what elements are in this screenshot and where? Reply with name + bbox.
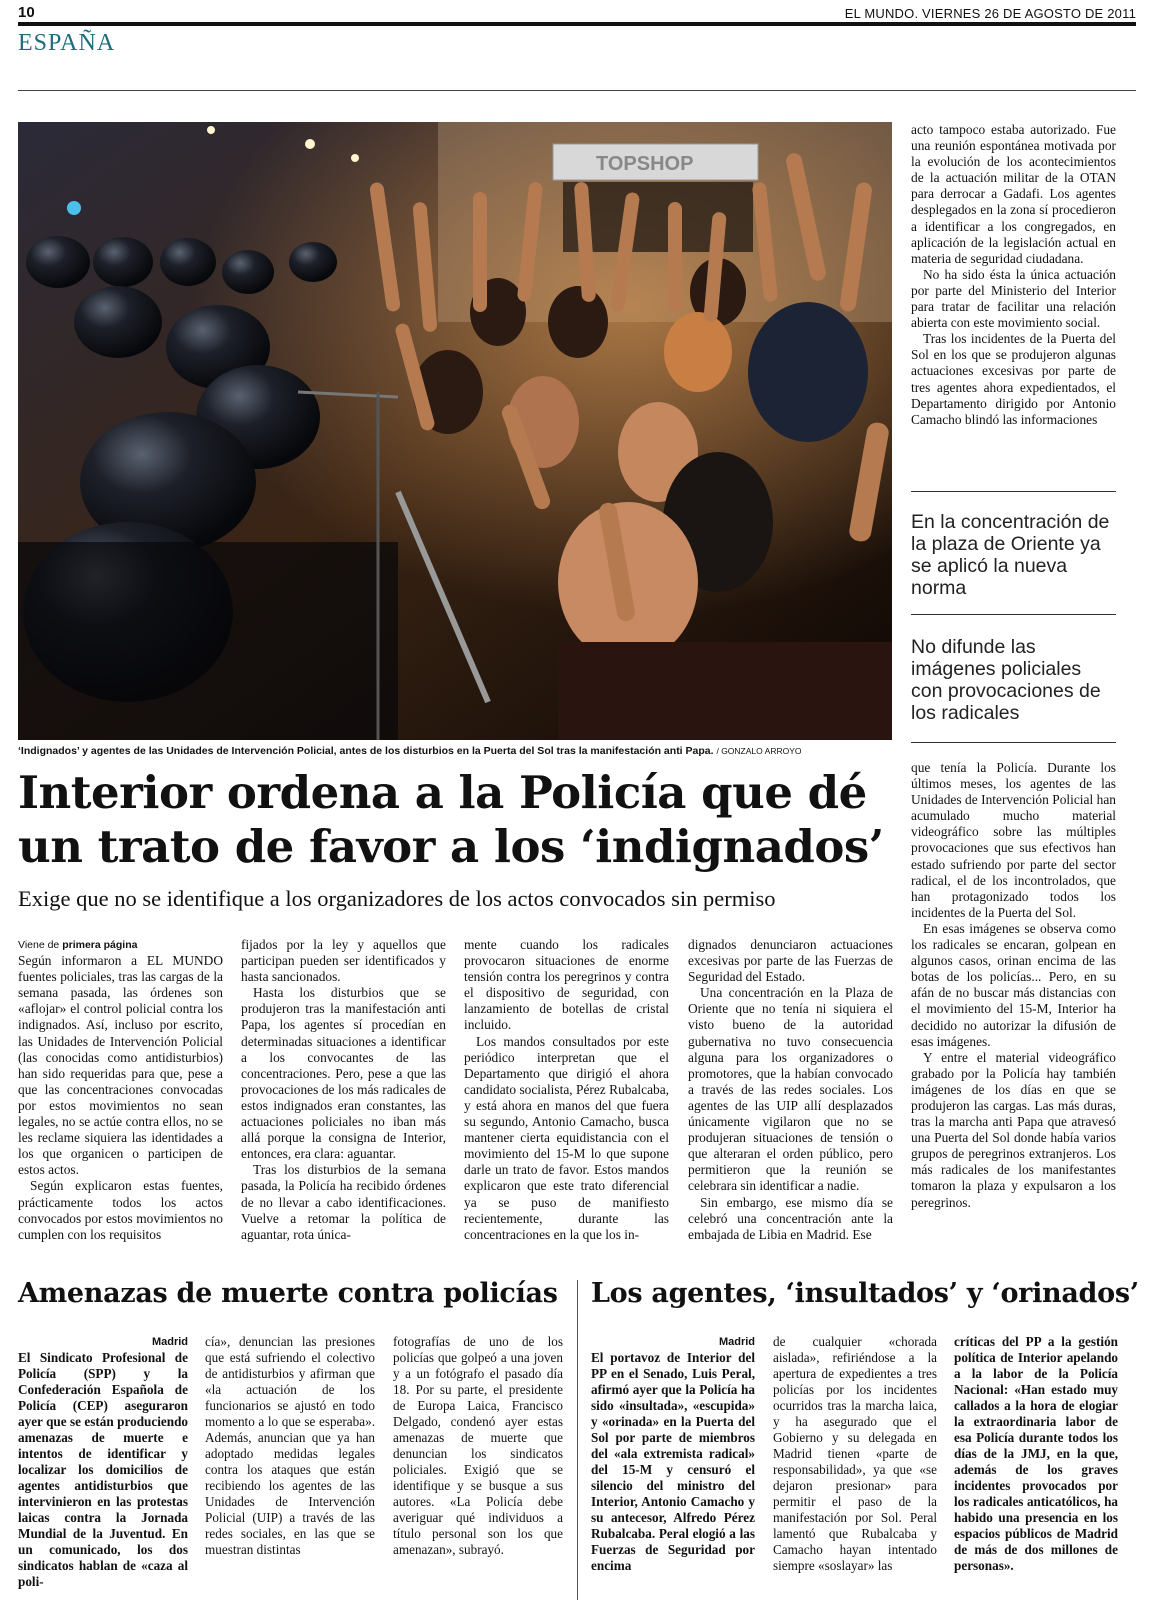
story-right-text: críticas del PP a la gestión política de Interior apelando a la labor de la Policía Nacional: «Han estado muy callados a la hora de elogiar la extraordinaria labor de esa Policía durante todos los días de la JMJ, en la que, además de los graves incidentes provocados por los radicales anticatólicos, ha habido una presencia en los espacios públicos de Madrid de más de dos millones de personas». xyxy=(954,1334,1118,1573)
article-column-4 xyxy=(688,937,893,1257)
article-column-5 xyxy=(911,122,1116,478)
article-paragraph: fijados por la ley y aquellos que participan pueden ser identificados y hasta sancionados. xyxy=(241,937,446,985)
article-paragraph: Los mandos consultados por este periódico interpretan que el Departamento que dirigió el ahora candidato socialista, Pérez Rubalcaba, y está ahora en manos del que fuera su segundo, Antonio Camacho, busca mantener cierta equidistancia con el movimiento del 15-M lo que supone darle un trato de favor. Estos mandos explicaron que este trato diferencial ya se puso de manifiesto recientemente, durante las concentraciones en la que los in- xyxy=(464,1033,669,1242)
article-paragraph: que tenía la Policía. Durante los últimos meses, los agentes de las Unidades de Intervención Policial han acumulado mucho material videográfico sobre las múltiples provocaciones que sus efectivos han estado sufriendo por parte del sector radical, el de los incontrolados, que han protagonizado todos los incidentes de la Puerta del Sol. xyxy=(911,760,1116,920)
article-paragraph: Y entre el material videográfico grabado por la Policía hay también imágenes de los días en que se produjeron las cargas. Las más duras, tras la marcha anti Papa que atravesó una Puerta del Sol donde había varios grupos de peregrinos extranjeros. Los más radicales de los manifestantes tomaron la plaza y expulsaron a los peregrinos. xyxy=(911,1049,1116,1210)
story-left-column-3 xyxy=(393,1334,563,1600)
story-left-headline: Amenazas de muerte contra policías xyxy=(18,1278,558,1309)
news-photo xyxy=(18,122,892,740)
article-column-6 xyxy=(911,760,1116,1260)
story-right-headline: Los agentes, ‘insultados’ y ‘orinados’ xyxy=(591,1278,1139,1309)
headline: Interior ordena a la Policía que dé un trato de favor a los ‘indignados’ xyxy=(18,766,884,873)
article-paragraph: Una concentración en la Plaza de Oriente que no tenía ni siquiera el visto bueno de la autoridad gubernativa no tuvo consecuencia alguna para los organizadores o promotores, que la habían convocado a través de las redes sociales. Los agentes de las UIP allí desplazados únicamente vigilaron que no se produjeran situaciones de tensión o que alteraran el orden público, pero permitieron que la reunión se celebrara sin identificar a nadie. xyxy=(688,985,893,1194)
section-rule xyxy=(18,90,1136,91)
pull-quote-rule xyxy=(911,742,1116,743)
article-paragraph: Tras los disturbios de la semana pasada, la Policía ha recibido órdenes de no llevar a cabo identificaciones. Vuelve a retomar la política de aguantar, rota única- xyxy=(241,1162,446,1242)
pull-quote-1: En la concentración de la plaza de Oriente ya se aplicó la nueva norma xyxy=(911,511,1110,599)
header-rule xyxy=(18,22,1136,26)
story-left-text: El Sindicato Profesional de Policía (SPP) y la Confederación Española de Policía (CEP) aseguraron ayer que se están produciendo amenazas de muerte e intentos de identificar y localizar los domicilios de agentes antidisturbios que intervinieron en las protestas laicas contra la Jornada Mundial de la Juventud. En un comunicado, los dos sindicatos hablan de «caza al poli- xyxy=(18,1350,188,1589)
story-left-place: Madrid xyxy=(151,1336,188,1348)
photo-credit: / GONZALO ARROYO xyxy=(716,746,802,756)
article-paragraph: Tras los incidentes de la Puerta del Sol en los que se produjeron algunas actuaciones excesivas por parte de tres agentes ahora expedientados, el Departamento dirigido por Antonio Camacho blindó las informaciones xyxy=(911,331,1116,427)
story-left-text: fotografías de uno de los policías que golpeó a una joven y a un fotógrafo el pasado día 18. Por su parte, el presidente de Europa Laica, Francisco Delgado, condenó ayer estas amenazas de muerte que denuncian los sindicatos policiales. Exigió que se identifique y se busque a sus autores. «La Policía debe averiguar qué individuos a título personal son los que amenazan», subrayó. xyxy=(393,1334,563,1557)
page-number: 10 xyxy=(18,4,35,21)
article-paragraph: No ha sido ésta la única actuación por parte del Ministerio del Interior para tratar de facilitar una relación abierta con este movimiento social. xyxy=(911,266,1116,331)
article-paragraph: dignados denunciaron actuaciones excesivas por parte de las Fuerzas de Seguridad del Estado. xyxy=(688,937,893,985)
story-right-column-1 xyxy=(591,1334,755,1600)
pull-quote-rule xyxy=(911,491,1116,492)
dateline: EL MUNDO. VIERNES 26 DE AGOSTO DE 2011 xyxy=(844,6,1136,21)
article-paragraph: Según explicaron estas fuentes, prácticamente todos los actos convocados por estos movimientos no cumplen con los requisitos xyxy=(18,1178,223,1242)
pull-quote-rule xyxy=(911,614,1116,615)
continued-from-page: primera página xyxy=(62,939,138,951)
article-paragraph: Según informaron a EL MUNDO fuentes policiales, tras las cargas de la semana pasada, las órdenes son «aflojar» el control policial contra los indignados. Así, incluso por escrito, las Unidades de Intervención Policial (las conocidas como antidisturbios) han sido requeridas para que, pese a que las concentraciones convocadas por estos movimientos no sean legales, no se actúe contra ellos, no se les reclame siquiera las identidades a los que organicen o participen de estos actos. xyxy=(18,953,223,1178)
story-right-text: El portavoz de Interior del PP en el Senado, Luis Peral, afirmó ayer que la Policía ha sido «insultada», «escupida» y «orinada» en la Puerta del Sol por parte de miembros del «ala extremista radical» del 15-M y censuró el silencio del ministro del Interior, Antonio Camacho y su antecesor, Alfredo Pérez Rubalcaba. Peral elogió a las Fuerzas de Seguridad por encima xyxy=(591,1350,755,1573)
article-column-2 xyxy=(241,937,446,1257)
subheadline: Exige que no se identifique a los organizadores de los actos convocados sin permiso xyxy=(18,886,776,911)
article-column-1 xyxy=(18,937,223,1257)
story-right-column-3 xyxy=(954,1334,1118,1600)
article-paragraph: mente cuando los radicales provocaron situaciones de enorme tensión contra los peregrinos y contra el dispositivo de seguridad, con lanzamiento de botellas de cristal incluido. xyxy=(464,937,669,1033)
story-left-column-2 xyxy=(205,1334,375,1600)
story-left-text: cía», denuncian las presiones que está sufriendo el colectivo de antidisturbios y afirman que «la actuación de los funcionarios se ajustó en todo momento a lo que se esperaba». Además, anuncian que ya han adoptado medidas legales contra los ataques que están recibiendo los agentes de las Unidades de Intervención Policial (UIP) a través de las redes sociales, en las que se muestran distintas xyxy=(205,1334,375,1557)
section-title: ESPAÑA xyxy=(18,30,116,56)
protest-photo-illustration xyxy=(18,122,892,740)
caption-text: ‘Indignados’ y agentes de las Unidades de Intervención Policial, antes de los disturbios en la Puerta del Sol tras la manifestación anti Papa. xyxy=(18,745,714,757)
continued-from xyxy=(18,937,223,953)
story-right-place: Madrid xyxy=(718,1336,755,1348)
article-paragraph: En esas imágenes se observa como los radicales se encaran, golpean en algunos casos, orinan encima de las botas de los policías... Pero, en su afán de no buscar más distancias con el movimiento del 15-M, Interior ha decidido no autorizar la difusión de esas imágenes. xyxy=(911,920,1116,1049)
shop-sign-text: TOPSHOP xyxy=(596,153,694,175)
story-divider xyxy=(577,1280,578,1600)
article-column-3 xyxy=(464,937,669,1257)
pull-quote-2: No difunde las imágenes policiales con provocaciones de los radicales xyxy=(911,636,1101,724)
photo-caption xyxy=(18,745,892,757)
article-paragraph: Sin embargo, ese mismo día se celebró una concentración ante la embajada de Libia en Madrid. Ese xyxy=(688,1194,893,1242)
article-paragraph: Hasta los disturbios que se produjeron tras la manifestación anti Papa, los agentes sí procedían en determinadas situaciones a identificar a los convocantes de las concentraciones. Pero, pese a que las provocaciones de los más radicales de estos indignados eran constantes, las actuaciones policiales no iban más allá porque la consigna de Interior, entonces, era clara: aguantar. xyxy=(241,985,446,1162)
story-right-column-2 xyxy=(773,1334,937,1600)
story-right-text: de cualquier «chorada aislada», refiriéndose a la apertura de expedientes a tres policías por los incidentes ocurridos tras la marcha laica, y ha asegurado que el Gobierno y su delegada en Madrid tienen «parte de responsabilidad», ya que «se dejaron presionar» para permitir el paso de la manifestación por Sol. Peral lamentó que Rubalcaba y Camacho hayan intentado siempre «soslayar» las xyxy=(773,1334,937,1573)
story-left-column-1 xyxy=(18,1334,188,1600)
continued-from-label: Viene de xyxy=(18,939,60,951)
article-paragraph: acto tampoco estaba autorizado. Fue una reunión espontánea motivada por la evolución de los acontecimientos de la actuación militar de la OTAN para derrocar a Gadafi. Los agentes desplegados en la zona sí procedieron a identificar a los congregados, en aplicación de la legislación actual en materia de seguridad ciudadana. xyxy=(911,122,1116,266)
